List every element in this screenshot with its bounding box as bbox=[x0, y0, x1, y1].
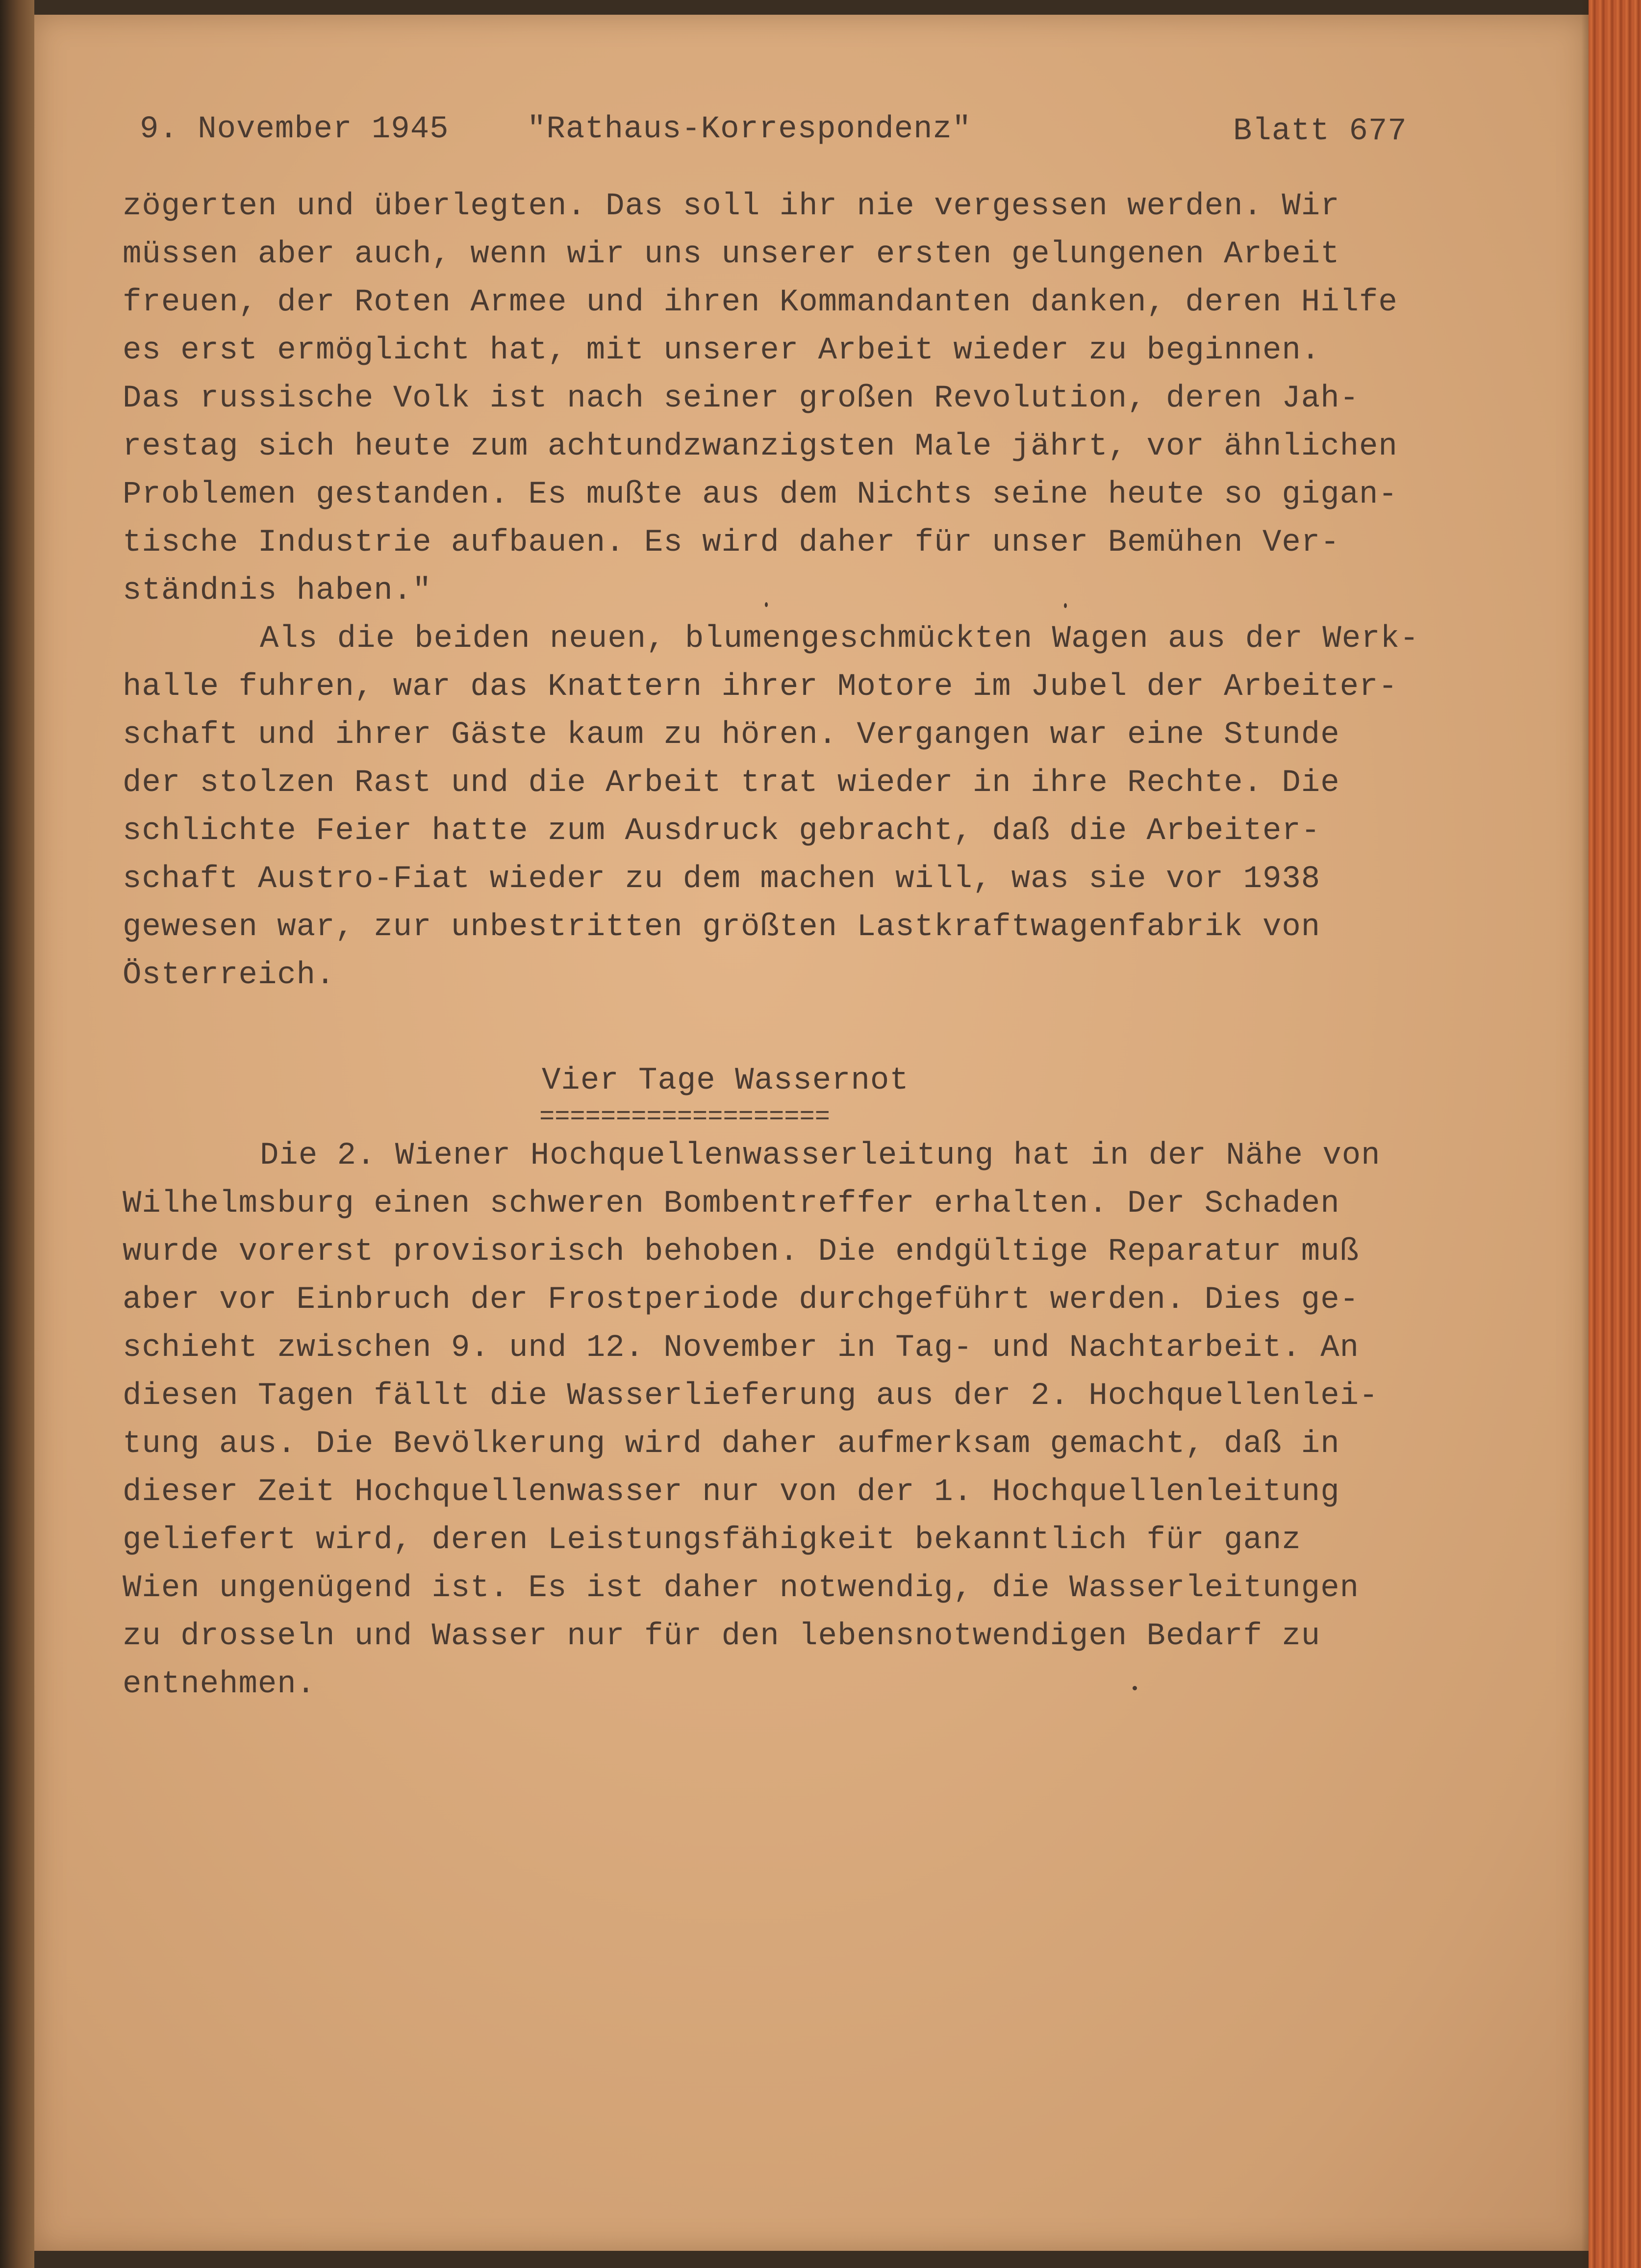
text-line: tung aus. Die Bevölkerung wird daher aufmerksam gemacht, daß in bbox=[123, 1427, 1340, 1462]
text-line: dieser Zeit Hochquellenwasser nur von der 1. Hochquellenleitung bbox=[123, 1475, 1340, 1510]
text-line: aber vor Einbruch der Frostperiode durchgeführt werden. Dies ge- bbox=[123, 1282, 1359, 1318]
text-line: restag sich heute zum achtundzwanzigsten Male jährt, vor ähnlichen bbox=[123, 429, 1398, 464]
text-line: tische Industrie aufbauen. Es wird daher für unser Bemühen Ver- bbox=[123, 525, 1340, 561]
text-line: Wien ungenügend ist. Es ist daher notwendig, die Wasserleitungen bbox=[123, 1571, 1359, 1606]
article-title-underline: =================== bbox=[539, 1102, 830, 1131]
text-line: schaft Austro-Fiat wieder zu dem machen will, was sie vor 1938 bbox=[123, 862, 1321, 897]
text-line: entnehmen. bbox=[123, 1667, 316, 1702]
text-line: Problemen gestanden. Es mußte aus dem Nichts seine heute so gigan- bbox=[123, 477, 1398, 512]
article-title: Vier Tage Wassernot bbox=[542, 1063, 909, 1098]
text-line: Das russische Volk ist nach seiner großen Revolution, deren Jah- bbox=[123, 381, 1359, 416]
text-line: schaft und ihrer Gäste kaum zu hören. Vergangen war eine Stunde bbox=[123, 717, 1340, 753]
article-body bbox=[123, 1132, 1381, 1708]
continued-article-text bbox=[123, 182, 1419, 999]
header-sheet-number: Blatt 677 bbox=[1233, 114, 1407, 149]
text-line: diesen Tagen fällt die Wasserlieferung aus der 2. Hochquellenlei- bbox=[123, 1378, 1379, 1414]
header-date: 9. November 1945 bbox=[140, 112, 449, 147]
facing-page-edge bbox=[0, 0, 34, 2268]
text-line: halle fuhren, war das Knattern ihrer Motore im Jubel der Arbeiter- bbox=[123, 669, 1398, 705]
text-line: geliefert wird, deren Leistungsfähigkeit bekanntlich für ganz bbox=[123, 1523, 1301, 1558]
text-line: zögerten und überlegten. Das soll ihr nie vergessen werden. Wir bbox=[123, 189, 1340, 224]
paragraph-start-line: Als die beiden neuen, blumengeschmückten Wagen aus der Werk- bbox=[260, 621, 1419, 657]
text-line: schieht zwischen 9. und 12. November in Tag- und Nachtarbeit. An bbox=[123, 1330, 1359, 1366]
text-line: müssen aber auch, wenn wir uns unserer ersten gelungenen Arbeit bbox=[123, 237, 1340, 272]
text-line: zu drosseln und Wasser nur für den lebensnotwendigen Bedarf zu bbox=[123, 1619, 1321, 1654]
text-line: gewesen war, zur unbestritten größten Lastkraftwagenfabrik von bbox=[123, 910, 1321, 945]
stacked-page-edges bbox=[1589, 0, 1641, 2268]
text-line: Österreich. bbox=[123, 958, 335, 993]
text-line: Wilhelmsburg einen schweren Bombentreffer erhalten. Der Schaden bbox=[123, 1186, 1340, 1222]
text-line: ständnis haben." bbox=[123, 573, 432, 609]
text-line: schlichte Feier hatte zum Ausdruck gebracht, daß die Arbeiter- bbox=[123, 814, 1321, 849]
text-line: freuen, der Roten Armee und ihren Kommandanten danken, deren Hilfe bbox=[123, 285, 1398, 320]
text-line: wurde vorerst provisorisch behoben. Die endgültige Reparatur muß bbox=[123, 1234, 1359, 1270]
header-publication: "Rathaus-Korrespondenz" bbox=[527, 112, 972, 147]
paragraph-start-line: Die 2. Wiener Hochquellenwasserleitung hat in der Nähe von bbox=[260, 1138, 1381, 1173]
text-line: es erst ermöglicht hat, mit unserer Arbeit wieder zu beginnen. bbox=[123, 333, 1321, 368]
text-line: der stolzen Rast und die Arbeit trat wieder in ihre Rechte. Die bbox=[123, 765, 1340, 801]
